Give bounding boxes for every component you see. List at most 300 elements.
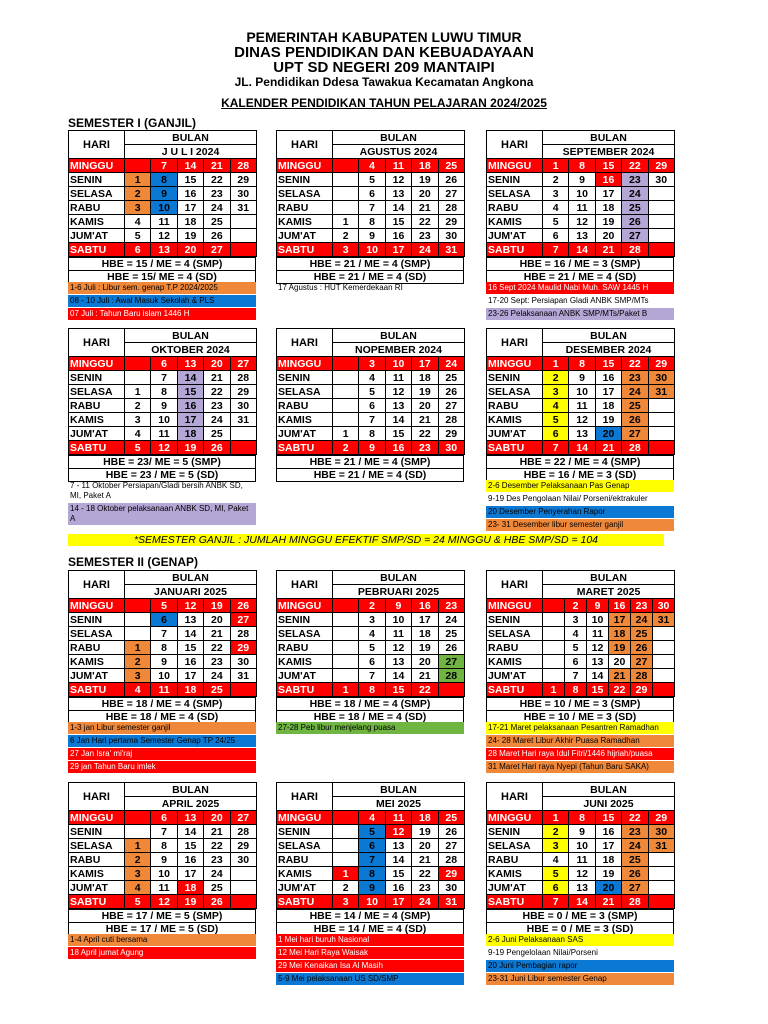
hari-header: HARI: [277, 783, 333, 811]
date-cell: 4: [543, 399, 569, 413]
event-note: 5-9 Mei pelaksanaan US SD/SMP: [276, 973, 464, 985]
date-cell: 16: [385, 881, 411, 895]
date-cell: 7: [359, 201, 385, 215]
date-cell: 1: [543, 683, 565, 697]
week-row: [69, 613, 257, 627]
hbe-smp: HBE = 10 / ME = 3 (SMP): [487, 698, 674, 711]
date-cell: [230, 215, 256, 229]
date-cell: 17: [412, 357, 438, 371]
date-cell: 17: [595, 385, 621, 399]
event-note: 9-19 Des Pengolaan Nilai/ Porseni/ektrakuler: [488, 494, 648, 503]
week-row: [487, 853, 675, 867]
date-cell: 2: [125, 655, 151, 669]
date-cell: [653, 669, 675, 683]
week-row: [277, 853, 465, 867]
week-row: [487, 441, 675, 455]
day-name-cell: SENIN: [69, 825, 125, 839]
event-note: 23-31 Juni Libur semester Genap: [486, 973, 674, 985]
date-cell: 9: [151, 655, 177, 669]
day-name-cell: KAMIS: [277, 215, 333, 229]
month-name: APRIL 2025: [125, 797, 257, 811]
week-row: [277, 881, 465, 895]
week-row: [277, 627, 465, 641]
date-cell: 14: [177, 371, 203, 385]
date-cell: [653, 683, 675, 697]
date-cell: 7: [359, 669, 385, 683]
date-cell: 30: [230, 655, 256, 669]
day-name-cell: RABU: [487, 201, 543, 215]
week-row: [277, 867, 465, 881]
date-cell: 25: [438, 371, 464, 385]
date-cell: 12: [177, 599, 203, 613]
day-name-cell: SABTU: [487, 683, 543, 697]
date-cell: 12: [385, 825, 411, 839]
hari-header: HARI: [69, 783, 125, 811]
date-cell: 13: [569, 881, 595, 895]
date-cell: 23: [412, 441, 438, 455]
date-cell: [648, 399, 674, 413]
hbe-table: [276, 909, 464, 936]
date-cell: 6: [359, 187, 385, 201]
date-cell: 17: [177, 669, 203, 683]
day-name-cell: SENIN: [487, 613, 543, 627]
event-note: 16 Sept 2024 Maulid Nabi Muh. SAW 1445 H: [486, 282, 674, 294]
month-name: JANUARI 2025: [125, 585, 257, 599]
date-cell: 19: [412, 173, 438, 187]
date-cell: [653, 641, 675, 655]
date-cell: 26: [204, 441, 230, 455]
date-cell: 2: [333, 441, 359, 455]
date-cell: 19: [177, 441, 203, 455]
week-row: [69, 867, 257, 881]
date-cell: 28: [230, 159, 256, 173]
date-cell: 15: [385, 867, 411, 881]
date-cell: [543, 669, 565, 683]
date-cell: [333, 187, 359, 201]
date-cell: 11: [569, 853, 595, 867]
date-cell: 31: [230, 201, 256, 215]
date-cell: 28: [438, 201, 464, 215]
week-row: [277, 599, 465, 613]
day-name-cell: SABTU: [69, 441, 125, 455]
date-cell: 10: [385, 613, 411, 627]
week-row: [69, 853, 257, 867]
date-cell: 18: [177, 683, 203, 697]
date-cell: 30: [438, 229, 464, 243]
date-cell: 30: [648, 173, 674, 187]
day-name-cell: SELASA: [69, 839, 125, 853]
date-cell: 26: [631, 641, 653, 655]
date-cell: 8: [359, 427, 385, 441]
hari-header: HARI: [487, 131, 543, 159]
date-cell: 24: [412, 243, 438, 257]
hari-header: HARI: [277, 329, 333, 357]
week-row: [487, 867, 675, 881]
event-note: 17-21 Maret pelaksanaan Pesantren Ramadhan: [486, 722, 674, 734]
day-name-cell: JUM'AT: [69, 229, 125, 243]
month-name: SEPTEMBER 2024: [543, 145, 675, 159]
event-note: 29 jan Tahun Baru imlek: [68, 761, 256, 773]
bulan-header: BULAN: [125, 329, 257, 343]
notes-block: [486, 934, 674, 986]
date-cell: 22: [412, 867, 438, 881]
day-name-cell: RABU: [487, 853, 543, 867]
date-cell: 8: [151, 385, 177, 399]
date-cell: 12: [385, 385, 411, 399]
date-cell: 11: [569, 201, 595, 215]
date-cell: 12: [385, 173, 411, 187]
date-cell: 14: [587, 669, 609, 683]
date-cell: 24: [412, 895, 438, 909]
event-note: 31 Maret Hari raya Nyepi (Tahun Baru SAKA): [486, 761, 674, 773]
week-row: [487, 187, 675, 201]
date-cell: 7: [151, 627, 177, 641]
month-name: JUNI 2025: [543, 797, 675, 811]
notes-block: [276, 282, 464, 295]
date-cell: 28: [631, 669, 653, 683]
date-cell: 24: [438, 357, 464, 371]
date-cell: 7: [151, 159, 177, 173]
bulan-header: BULAN: [125, 571, 257, 585]
date-cell: 22: [609, 683, 631, 697]
date-cell: 4: [125, 881, 151, 895]
date-cell: 4: [359, 371, 385, 385]
date-cell: 21: [412, 201, 438, 215]
date-cell: 8: [565, 683, 587, 697]
date-cell: 24: [204, 867, 230, 881]
date-cell: 18: [412, 371, 438, 385]
date-cell: [333, 599, 359, 613]
date-cell: 20: [204, 357, 230, 371]
date-cell: 5: [543, 867, 569, 881]
day-name-cell: MINGGU: [69, 811, 125, 825]
day-name-cell: SABTU: [277, 683, 333, 697]
date-cell: 15: [595, 811, 621, 825]
date-cell: 1: [543, 159, 569, 173]
date-cell: 24: [622, 187, 648, 201]
date-cell: 22: [204, 839, 230, 853]
date-cell: [230, 895, 256, 909]
date-cell: [125, 811, 151, 825]
date-cell: 23: [204, 187, 230, 201]
date-cell: 4: [125, 683, 151, 697]
hari-header: HARI: [487, 329, 543, 357]
date-cell: 7: [543, 243, 569, 257]
date-cell: 16: [177, 399, 203, 413]
date-cell: 7: [359, 413, 385, 427]
date-cell: [648, 201, 674, 215]
date-cell: 29: [230, 173, 256, 187]
date-cell: 22: [204, 173, 230, 187]
date-cell: 26: [622, 867, 648, 881]
month-table: [68, 570, 257, 697]
notes-block: [276, 722, 464, 735]
day-name-cell: RABU: [277, 853, 333, 867]
week-row: [69, 881, 257, 895]
date-cell: [648, 427, 674, 441]
bulan-header: BULAN: [333, 131, 465, 145]
date-cell: 1: [333, 215, 359, 229]
date-cell: [230, 243, 256, 257]
date-cell: 10: [359, 895, 385, 909]
date-cell: 8: [569, 811, 595, 825]
month-table: [276, 130, 465, 257]
date-cell: 16: [595, 825, 621, 839]
day-name-cell: JUM'AT: [487, 669, 543, 683]
bulan-header: BULAN: [125, 131, 257, 145]
day-name-cell: MINGGU: [487, 357, 543, 371]
day-name-cell: KAMIS: [277, 413, 333, 427]
event-note: 29 Mei Kenaikan Isa Al Masih: [276, 960, 464, 972]
event-note: 1 Mei hari buruh Nasional: [276, 934, 464, 946]
notes-block: [68, 282, 256, 321]
week-row: [69, 683, 257, 697]
week-row: [277, 669, 465, 683]
date-cell: 19: [412, 825, 438, 839]
hari-header: HARI: [277, 571, 333, 599]
day-name-cell: SELASA: [277, 385, 333, 399]
day-name-cell: SABTU: [69, 895, 125, 909]
date-cell: 11: [569, 399, 595, 413]
week-row: [277, 655, 465, 669]
bulan-header: BULAN: [543, 329, 675, 343]
hbe-sd: HBE = 18 / ME = 4 (SD): [69, 711, 256, 724]
date-cell: 30: [438, 881, 464, 895]
date-cell: 16: [177, 655, 203, 669]
event-note: 17 Agustus : HUT Kemerdekaan RI: [278, 283, 403, 292]
date-cell: 30: [230, 399, 256, 413]
event-note: 7 - 11 Oktober Persiapan/Gladi bersih ANBK SD, MI, Paket A: [70, 481, 243, 500]
day-name-cell: JUM'AT: [487, 881, 543, 895]
day-name-cell: SENIN: [277, 371, 333, 385]
date-cell: [648, 229, 674, 243]
date-cell: 3: [543, 187, 569, 201]
day-name-cell: JUM'AT: [487, 229, 543, 243]
event-note: 12 Mei Hari Raya Waisak: [276, 947, 464, 959]
date-cell: 1: [125, 385, 151, 399]
event-note: 17-20 Sept: Persiapan Gladi ANBK SMP/MTs: [488, 296, 649, 305]
day-name-cell: SENIN: [69, 173, 125, 187]
date-cell: 29: [648, 357, 674, 371]
event-note: 24- 28 Maret Libur Akhir Puasa Ramadhan: [486, 735, 674, 747]
day-name-cell: SELASA: [69, 187, 125, 201]
week-row: [69, 357, 257, 371]
week-row: [277, 825, 465, 839]
date-cell: 21: [204, 159, 230, 173]
date-cell: 8: [151, 641, 177, 655]
week-row: [277, 173, 465, 187]
week-row: [487, 627, 675, 641]
event-note: 07 Juli : Tahun Baru islam 1446 H: [68, 308, 256, 320]
date-cell: 21: [595, 243, 621, 257]
date-cell: 6: [359, 839, 385, 853]
date-cell: 17: [595, 839, 621, 853]
date-cell: 15: [595, 159, 621, 173]
date-cell: 17: [385, 243, 411, 257]
date-cell: 12: [151, 441, 177, 455]
date-cell: 1: [333, 867, 359, 881]
date-cell: 17: [385, 895, 411, 909]
date-cell: 4: [565, 627, 587, 641]
date-cell: 3: [359, 357, 385, 371]
date-cell: 14: [177, 159, 203, 173]
date-cell: 18: [177, 427, 203, 441]
date-cell: 1: [543, 811, 569, 825]
date-cell: 15: [177, 385, 203, 399]
date-cell: 2: [565, 599, 587, 613]
week-row: [487, 839, 675, 853]
day-name-cell: JUM'AT: [69, 881, 125, 895]
date-cell: [333, 201, 359, 215]
date-cell: 27: [230, 811, 256, 825]
day-name-cell: SELASA: [69, 385, 125, 399]
date-cell: 22: [622, 811, 648, 825]
date-cell: 3: [359, 613, 385, 627]
date-cell: [333, 853, 359, 867]
hbe-sd: HBE = 18 / ME = 4 (SD): [277, 711, 464, 724]
week-row: [69, 229, 257, 243]
calendar-title-text: KALENDER PENDIDIKAN TAHUN PELAJARAN 2024/2025: [221, 96, 547, 110]
date-cell: 27: [438, 839, 464, 853]
date-cell: 1: [543, 357, 569, 371]
hari-header: HARI: [277, 131, 333, 159]
event-note: 1-4 April cuti bersama: [68, 934, 256, 946]
date-cell: 17: [177, 201, 203, 215]
notes-block: [276, 934, 464, 986]
date-cell: 17: [595, 187, 621, 201]
month-table: [276, 782, 465, 909]
week-row: [487, 655, 675, 669]
date-cell: 16: [412, 599, 438, 613]
week-row: [277, 613, 465, 627]
date-cell: [333, 159, 359, 173]
week-row: [487, 811, 675, 825]
hari-header: HARI: [487, 783, 543, 811]
day-name-cell: KAMIS: [487, 867, 543, 881]
date-cell: 28: [622, 441, 648, 455]
date-cell: 19: [177, 895, 203, 909]
hbe-sd: HBE = 23 / ME = 5 (SD): [69, 469, 256, 482]
month-block: [68, 570, 256, 724]
date-cell: 18: [609, 627, 631, 641]
date-cell: 16: [177, 853, 203, 867]
date-cell: 26: [622, 215, 648, 229]
date-cell: 26: [622, 413, 648, 427]
day-name-cell: RABU: [69, 641, 125, 655]
date-cell: 8: [359, 683, 385, 697]
date-cell: 23: [412, 881, 438, 895]
date-cell: 22: [204, 641, 230, 655]
date-cell: 13: [385, 655, 411, 669]
hbe-sd: HBE = 21 / ME = 4 (SD): [277, 469, 464, 482]
date-cell: 15: [177, 839, 203, 853]
date-cell: 29: [631, 683, 653, 697]
month-block: [486, 328, 674, 482]
month-block: [276, 130, 464, 284]
date-cell: 10: [151, 201, 177, 215]
date-cell: 24: [204, 413, 230, 427]
hbe-table: [276, 257, 464, 284]
notes-block: [68, 934, 256, 960]
date-cell: 29: [438, 867, 464, 881]
day-name-cell: KAMIS: [487, 215, 543, 229]
date-cell: 28: [438, 853, 464, 867]
day-name-cell: KAMIS: [487, 655, 543, 669]
date-cell: 6: [125, 243, 151, 257]
date-cell: [648, 853, 674, 867]
date-cell: 9: [151, 853, 177, 867]
hari-header: HARI: [69, 131, 125, 159]
hbe-smp: HBE = 22 / ME = 4 (SMP): [487, 456, 674, 469]
week-row: [487, 399, 675, 413]
event-note: 18 April jumat Agung: [68, 947, 256, 959]
date-cell: 10: [587, 613, 609, 627]
day-name-cell: RABU: [69, 853, 125, 867]
date-cell: 11: [385, 159, 411, 173]
date-cell: 25: [622, 201, 648, 215]
date-cell: [230, 683, 256, 697]
date-cell: 31: [648, 385, 674, 399]
date-cell: [333, 839, 359, 853]
event-note: 1-6 Juli : Libur sem. genap T.P 2024/2025: [68, 282, 256, 294]
week-row: [277, 159, 465, 173]
day-name-cell: SENIN: [277, 825, 333, 839]
week-row: [277, 357, 465, 371]
hbe-sd: HBE = 10 / ME = 3 (SD): [487, 711, 674, 724]
date-cell: 31: [653, 613, 675, 627]
notes-block: [68, 480, 256, 526]
date-cell: 5: [359, 173, 385, 187]
date-cell: 25: [438, 627, 464, 641]
notes-block: [486, 282, 674, 321]
date-cell: 27: [622, 427, 648, 441]
month-name: AGUSTUS 2024: [333, 145, 465, 159]
date-cell: 29: [230, 641, 256, 655]
date-cell: 16: [177, 187, 203, 201]
date-cell: [648, 895, 674, 909]
date-cell: 6: [565, 655, 587, 669]
day-name-cell: MINGGU: [487, 159, 543, 173]
date-cell: 10: [151, 669, 177, 683]
week-row: [69, 187, 257, 201]
date-cell: 9: [569, 825, 595, 839]
date-cell: 7: [151, 371, 177, 385]
day-name-cell: MINGGU: [277, 159, 333, 173]
date-cell: 9: [569, 173, 595, 187]
week-row: [277, 427, 465, 441]
date-cell: 9: [569, 371, 595, 385]
date-cell: 9: [385, 599, 411, 613]
date-cell: 30: [648, 825, 674, 839]
day-name-cell: SABTU: [277, 441, 333, 455]
date-cell: 25: [622, 399, 648, 413]
date-cell: [648, 215, 674, 229]
bulan-header: BULAN: [333, 571, 465, 585]
date-cell: 23: [204, 399, 230, 413]
date-cell: 9: [359, 441, 385, 455]
date-cell: 27: [230, 613, 256, 627]
week-row: [69, 173, 257, 187]
day-name-cell: RABU: [69, 201, 125, 215]
week-row: [69, 427, 257, 441]
day-name-cell: MINGGU: [69, 599, 125, 613]
date-cell: 11: [151, 215, 177, 229]
date-cell: 27: [631, 655, 653, 669]
date-cell: 21: [204, 371, 230, 385]
date-cell: 10: [569, 839, 595, 853]
date-cell: 10: [359, 243, 385, 257]
date-cell: 28: [230, 825, 256, 839]
